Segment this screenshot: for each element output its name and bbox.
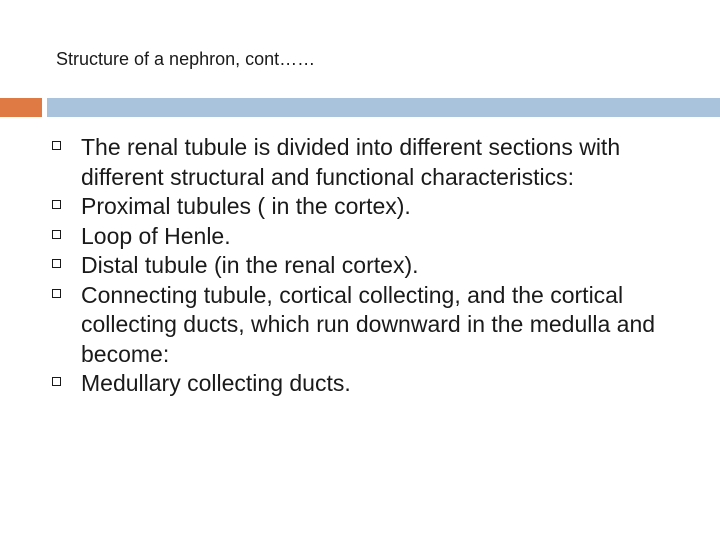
bullet-item: [52, 281, 692, 370]
bullet-text: Proximal tubules ( in the cortex).: [81, 193, 411, 219]
accent-bar-right: [47, 98, 720, 117]
bullet-text: Loop of Henle.: [81, 222, 231, 249]
square-bullet-icon: [52, 141, 61, 150]
bullet-text: Connecting tubule, cortical collecting, and the cortical collecting ducts, which run downward in the medulla and become:: [81, 281, 656, 367]
bullet-list: [52, 133, 692, 399]
bullet-item: [52, 192, 692, 222]
bullet-text: Medullary collecting ducts.: [81, 370, 351, 396]
bullet-item: [52, 369, 692, 399]
square-bullet-icon: [52, 377, 61, 386]
square-bullet-icon: [52, 200, 61, 209]
bullet-item: [52, 133, 692, 192]
slide-title: Structure of a nephron, cont……: [56, 49, 316, 69]
square-bullet-icon: [52, 259, 61, 268]
bullet-text: Distal tubule (in the renal cortex).: [81, 252, 419, 278]
square-bullet-icon: [52, 289, 61, 298]
bullet-item: [52, 251, 692, 281]
accent-bar-left: [0, 98, 42, 117]
bullet-text: The renal tubule is divided into different sections with different structural and functional characteristics:: [81, 134, 621, 190]
bullet-item: [52, 222, 692, 252]
square-bullet-icon: [52, 230, 61, 239]
